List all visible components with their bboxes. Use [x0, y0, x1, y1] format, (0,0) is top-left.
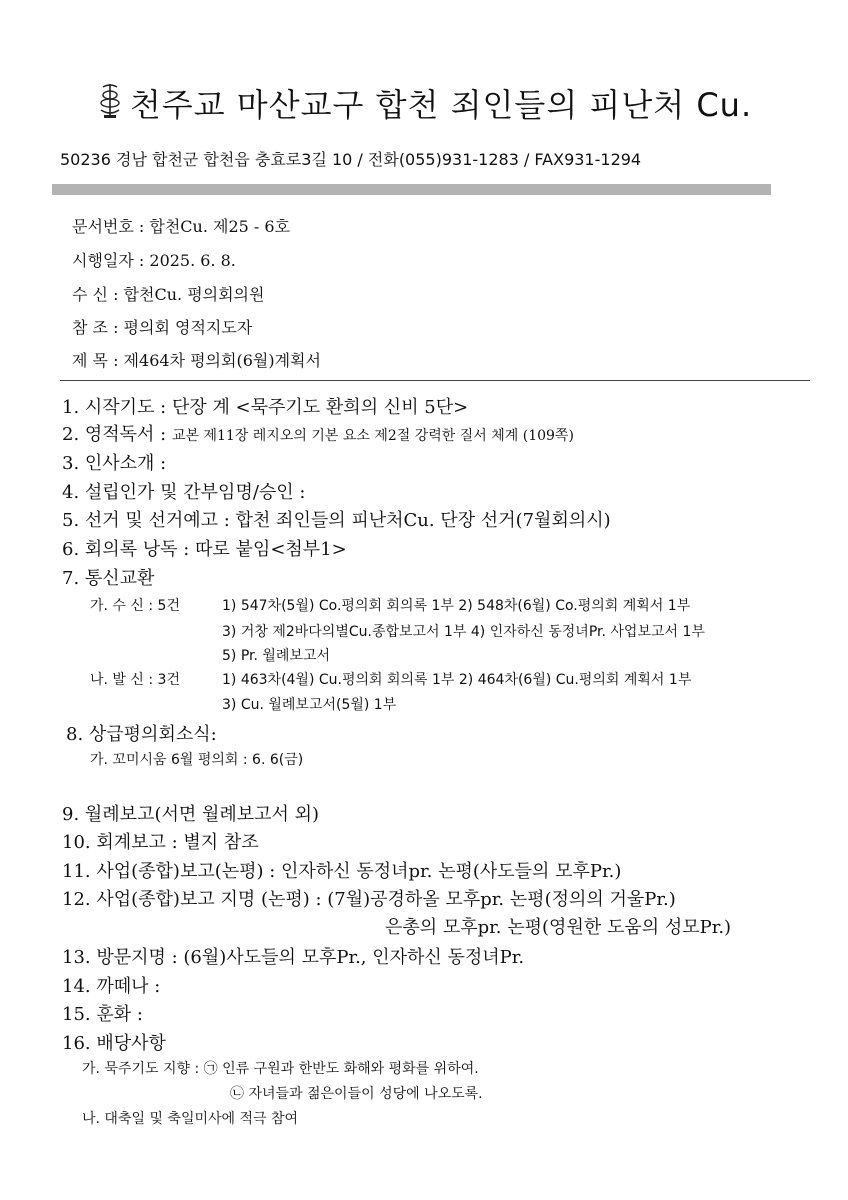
document-title — [0, 80, 848, 128]
agenda-item-8-a: 가. 꼬미시움 6월 평의회 : 6. 6(금) — [90, 752, 304, 768]
agenda-item-12-cont: 은총의 모후pr. 논평(영원한 도움의 성모Pr.) — [385, 917, 732, 938]
agenda-item-5: 5. 선거 및 선거예고 : 합천 죄인들의 피난처Cu. 단장 선거(7월회의시) — [62, 510, 611, 531]
reference: 참 조 : 평의회 영적지도자 — [72, 318, 253, 337]
title-text: 천주교 마산교구 합천 죄인들의 피난처 Cu. — [129, 86, 753, 124]
agenda-item-2 — [62, 420, 574, 446]
sent-label: 나. 발 신 : 3건 — [90, 672, 180, 688]
subject: 제 목 : 제464차 평의회(6월)계획서 — [72, 351, 321, 370]
section-rule — [60, 380, 810, 381]
agenda-item-2-text: 교본 제11장 레지오의 기본 요소 제2절 강력한 질서 체계 (109쪽) — [171, 428, 574, 444]
agenda-item-11: 11. 사업(종합)보고(논평) : 인자하신 동정녀pr. 논평(사도들의 모후Pr.) — [62, 861, 622, 882]
received-line-2: 3) 거창 제2바다의별Cu.종합보고서 1부 4) 인자하신 동정녀Pr. 사업보고서 1부 — [222, 624, 705, 640]
agenda-item-16-b: 나. 대축일 및 축일미사에 적극 참여 — [82, 1111, 299, 1127]
agenda-item-4: 4. 설립인가 및 간부임명/승인 : — [62, 482, 306, 503]
address-line: 50236 경남 합천군 합천읍 충효로3길 10 / 전화(055)931-1283 / FAX931-1294 — [60, 150, 642, 169]
agenda-item-1: 1. 시작기도 : 단장 계 <묵주기도 환희의 신비 5단> — [62, 397, 469, 418]
agenda-item-13: 13. 방문지명 : (6월)사도들의 모후Pr., 인자하신 동정녀Pr. — [62, 947, 525, 968]
sent-line-1: 1) 463차(4월) Cu.평의회 회의록 1부 2) 464차(6월) Cu.평의회 계획서 1부 — [222, 672, 692, 688]
legio-emblem-icon — [96, 82, 124, 128]
agenda-item-8: 8. 상급평의회소식: — [66, 724, 217, 745]
agenda-item-14: 14. 까떼나 : — [62, 976, 161, 997]
received-label: 가. 수 신 : 5건 — [90, 598, 180, 614]
agenda-item-7: 7. 통신교환 — [62, 568, 155, 589]
agenda-item-16-a: 가. 묵주기도 지향 : ㉠ 인류 구원과 한반도 화해와 평화를 위하여. — [82, 1061, 479, 1077]
agenda-item-3: 3. 인사소개 : — [62, 453, 167, 474]
header-divider-band — [52, 184, 771, 195]
agenda-item-2-label: 2. 영적독서 : — [62, 424, 172, 445]
agenda-item-15: 15. 훈화 : — [62, 1004, 143, 1025]
agenda-item-16-a-2: ㉡ 자녀들과 젊은이들이 성당에 나오도록. — [230, 1086, 483, 1102]
agenda-item-6: 6. 회의록 낭독 : 따로 붙임<첨부1> — [62, 539, 347, 560]
agenda-item-16: 16. 배당사항 — [62, 1033, 166, 1054]
received-line-1: 1) 547차(5월) Co.평의회 회의록 1부 2) 548차(6월) Co.평의회 계획서 1부 — [222, 598, 691, 614]
issue-date: 시행일자 : 2025. 6. 8. — [72, 251, 236, 270]
agenda-item-10: 10. 회계보고 : 별지 참조 — [62, 832, 259, 853]
sent-line-2: 3) Cu. 월례보고서(5월) 1부 — [222, 697, 397, 713]
doc-number: 문서번호 : 합천Cu. 제25 - 6호 — [72, 217, 291, 236]
agenda-item-12: 12. 사업(종합)보고 지명 (논평) : (7월)공경하올 모후pr. 논평(정의의 거울Pr.) — [62, 889, 676, 910]
agenda-item-9: 9. 월례보고(서면 월례보고서 외) — [62, 804, 320, 825]
received-line-3: 5) Pr. 월례보고서 — [222, 648, 331, 664]
recipient: 수 신 : 합천Cu. 평의회의원 — [72, 285, 265, 304]
